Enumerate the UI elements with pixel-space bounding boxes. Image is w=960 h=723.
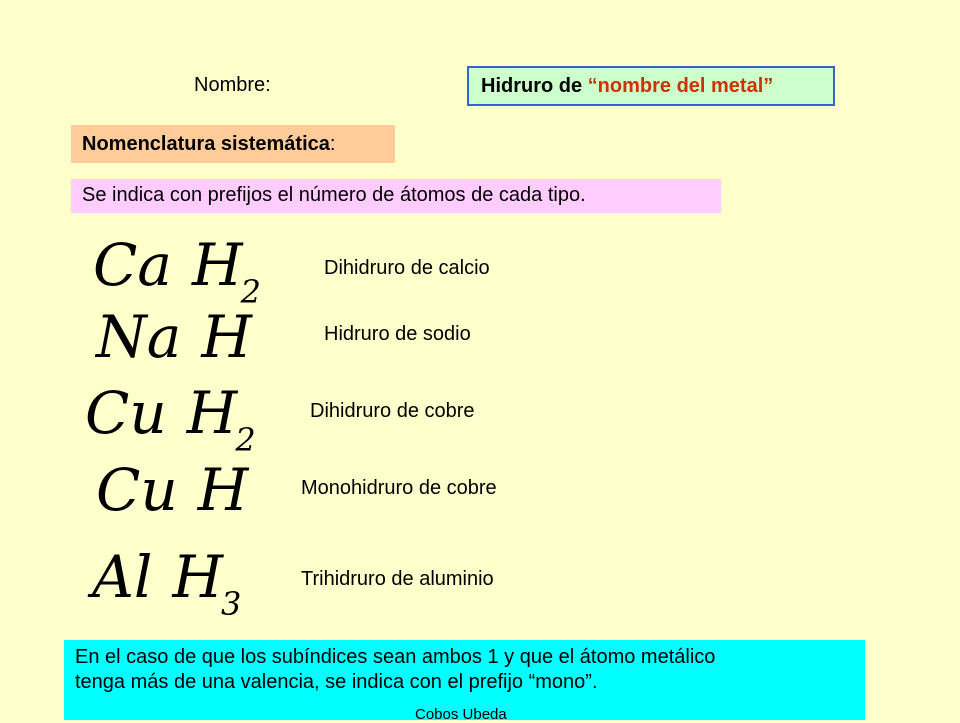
note-line-1: En el caso de que los subíndices sean ambos 1 y que el átomo metálico xyxy=(75,646,716,668)
formula-cuh xyxy=(96,456,249,524)
formula-subscript: 2 xyxy=(240,273,261,311)
formula-hydrogen: H xyxy=(197,456,249,524)
example-name-dihidruro-calcio: Dihidruro de calcio xyxy=(324,257,490,279)
formula-hydrogen: H xyxy=(186,379,238,447)
nomenclatura-colon: : xyxy=(329,133,336,155)
formula-element: Ca xyxy=(93,231,172,299)
formula-subscript: 3 xyxy=(221,585,242,623)
description-box xyxy=(71,179,721,213)
formula-element: Na xyxy=(96,303,182,371)
description-text: Se indica con prefijos el número de átomos de cada tipo. xyxy=(82,184,586,206)
formula-element: Cu xyxy=(96,456,178,524)
formula-alh3 xyxy=(92,543,242,623)
hidruro-prefix: Hidruro de xyxy=(481,75,588,97)
formula-nah xyxy=(96,303,252,371)
hidruro-highlight: “nombre del metal” xyxy=(587,75,774,97)
nomenclatura-title-box xyxy=(71,125,395,163)
example-name-trihidruro-aluminio: Trihidruro de aluminio xyxy=(301,568,494,590)
note-line-2: tenga más de una valencia, se indica con el prefijo “mono”. xyxy=(75,671,598,693)
example-name-monohidruro-cobre: Monohidruro de cobre xyxy=(301,477,497,499)
formula-hydrogen: H xyxy=(191,231,243,299)
formula-cuh2 xyxy=(85,379,256,459)
formula-element: Al xyxy=(92,543,153,611)
formula-cah2 xyxy=(93,231,261,311)
formula-hydrogen: H xyxy=(172,543,224,611)
nomenclatura-title: Nomenclatura sistemática xyxy=(82,133,330,155)
nombre-label: Nombre: xyxy=(194,74,271,96)
example-name-dihidruro-cobre: Dihidruro de cobre xyxy=(310,400,475,422)
formula-subscript: 2 xyxy=(235,421,256,459)
example-name-hidruro-sodio: Hidruro de sodio xyxy=(324,323,471,345)
hidruro-name-box xyxy=(467,66,835,106)
formula-hydrogen: H xyxy=(201,303,252,371)
formula-element: Cu xyxy=(85,379,167,447)
footer-author: Cobos Ubeda xyxy=(415,706,507,723)
